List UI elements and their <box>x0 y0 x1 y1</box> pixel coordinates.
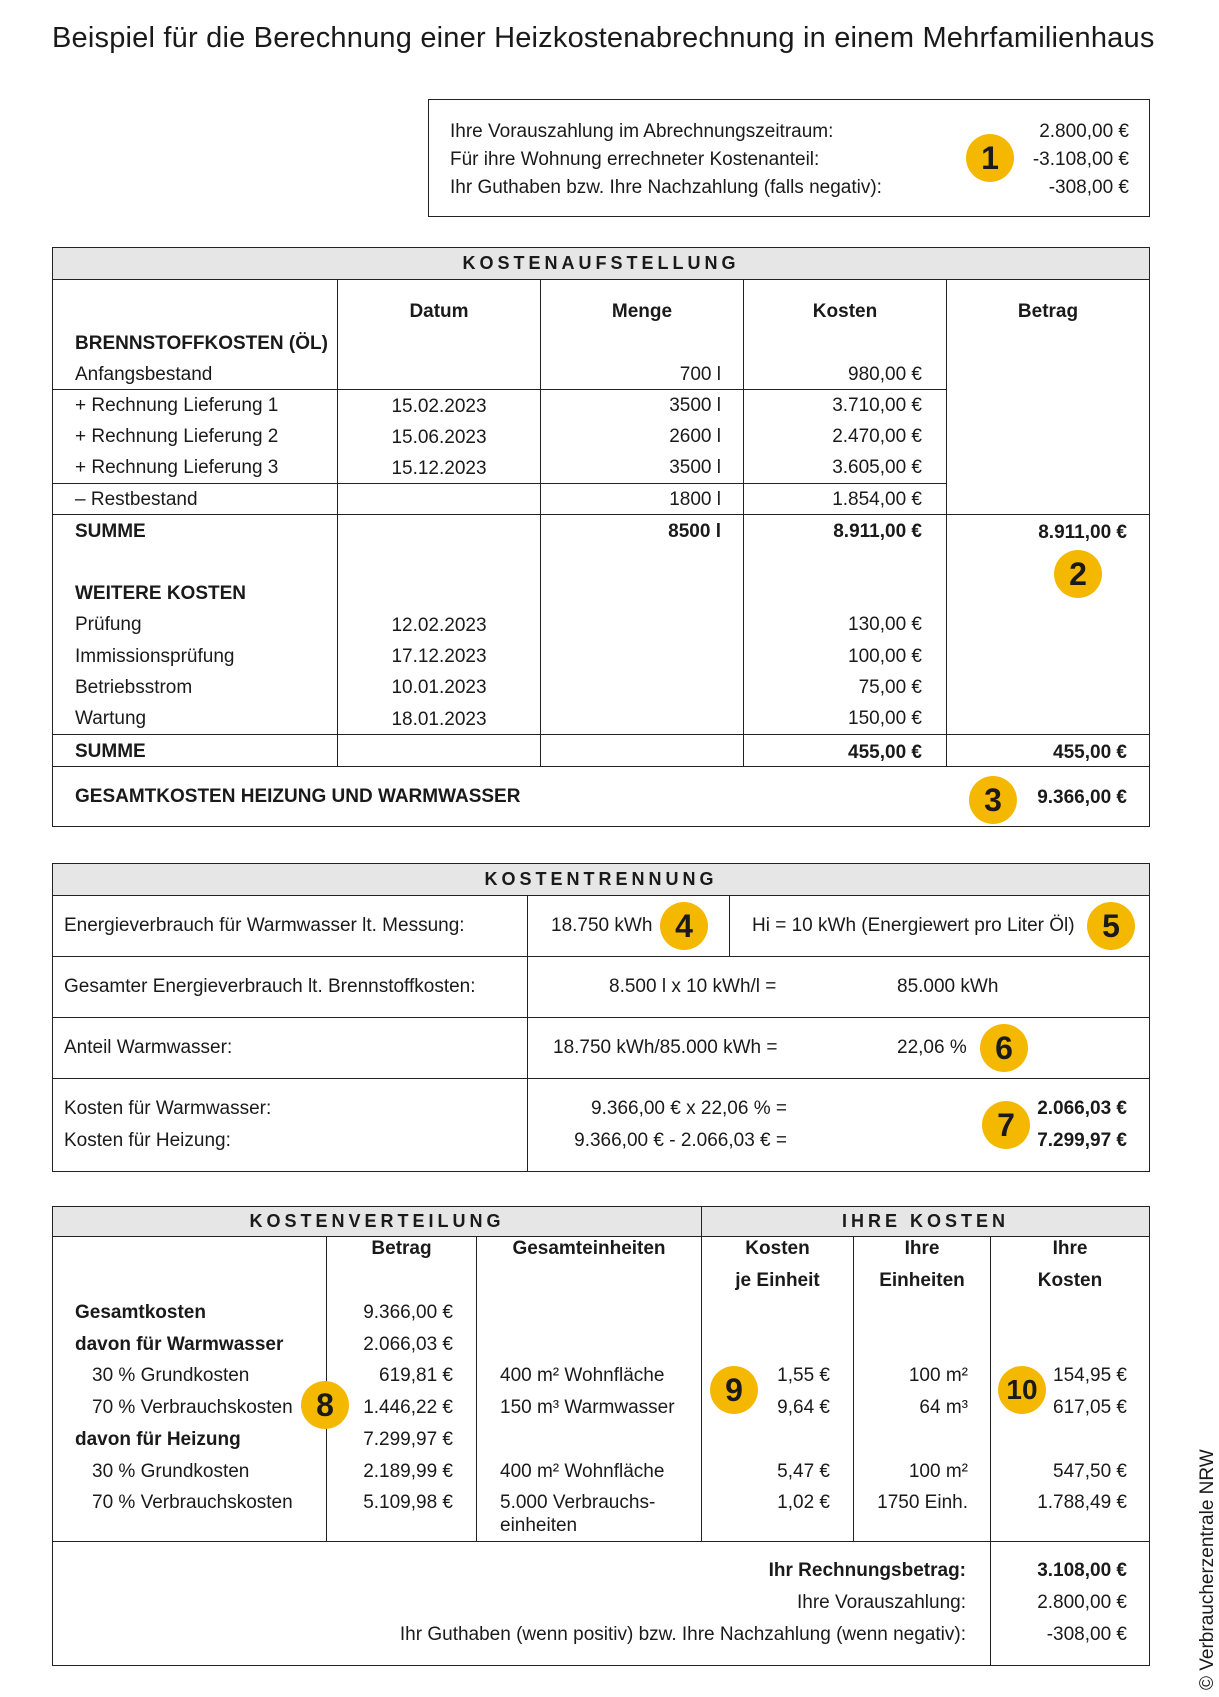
kv-row-label: 30 % Grundkosten <box>92 1365 250 1386</box>
badge-5: 5 <box>1087 902 1135 950</box>
row-menge: 3500 l <box>669 457 721 478</box>
gesamtkosten-value: 9.366,00 € <box>1037 787 1127 808</box>
kv-row-je: 5,47 € <box>777 1461 830 1482</box>
badge-9: 9 <box>710 1366 758 1414</box>
col-kosten: Kosten <box>812 301 878 322</box>
kt-row3-result: 22,06 % <box>897 1037 967 1058</box>
col-menge: Menge <box>611 301 673 322</box>
badge-8: 8 <box>301 1381 349 1429</box>
summary-box <box>428 99 1150 217</box>
kv-total-label-1: Ihr Rechnungsbetrag: <box>768 1560 966 1581</box>
summe2-kosten: 455,00 € <box>848 742 922 763</box>
row-kosten: 150,00 € <box>848 708 922 729</box>
kv-row-label: davon für Heizung <box>75 1429 241 1450</box>
kv-row-ihre-einh: 64 m³ <box>919 1397 968 1418</box>
row-datum: 10.01.2023 <box>391 677 487 698</box>
summe1-betrag: 8.911,00 € <box>1038 522 1127 543</box>
kv-row-je: 1,55 € <box>777 1365 830 1386</box>
summe2-betrag: 455,00 € <box>1053 742 1127 763</box>
row-datum: 18.01.2023 <box>391 709 487 730</box>
kv-row-ihre-einh: 100 m² <box>908 1461 968 1482</box>
kv-total-value-2: 2.800,00 € <box>1037 1592 1127 1613</box>
gesamtkosten-label: GESAMTKOSTEN HEIZUNG UND WARMWASSER <box>75 786 521 807</box>
row-menge: 2600 l <box>669 426 721 447</box>
kv-row-betrag: 5.109,98 € <box>363 1492 453 1513</box>
page-title: Beispiel für die Berechnung einer Heizkostenabrechnung in einem Mehrfamilienhaus <box>52 22 1155 54</box>
summe2-label: SUMME <box>75 741 146 762</box>
kv-row-label: 30 % Grundkosten <box>92 1461 250 1482</box>
copyright: © Verbraucherzentrale NRW <box>1197 1449 1218 1690</box>
kv-col-ihre-kosten-1: Ihre <box>1052 1238 1088 1259</box>
row-label: + Rechnung Lieferung 2 <box>75 426 279 447</box>
kt-row1-hi: Hi = 10 kWh (Energiewert pro Liter Öl) <box>752 915 1075 936</box>
badge-6: 6 <box>980 1024 1028 1072</box>
badge-1: 1 <box>966 134 1014 182</box>
row-datum: 15.12.2023 <box>391 458 487 479</box>
summary-value-2: -3.108,00 € <box>1032 149 1129 170</box>
row-label: Betriebsstrom <box>75 677 193 698</box>
kv-row-betrag: 2.066,03 € <box>363 1334 453 1355</box>
kv-col-kosten-je-2: je Einheit <box>735 1270 820 1291</box>
ihre-kosten-header: IHRE KOSTEN <box>702 1207 1149 1237</box>
row-label: – Restbestand <box>75 489 198 510</box>
kt-row2-label: Gesamter Energieverbrauch lt. Brennstoffkosten: <box>64 976 476 997</box>
summary-label-2: Für ihre Wohnung errechneter Kostenanteil: <box>450 149 820 170</box>
summe1-label: SUMME <box>75 521 146 542</box>
kv-row-je: 1,02 € <box>777 1492 830 1513</box>
badge-4: 4 <box>660 902 708 950</box>
row-menge: 700 l <box>679 364 721 385</box>
kt-row3-label: Anteil Warmwasser: <box>64 1037 233 1058</box>
kv-col-ihre-einheiten-1: Ihre <box>904 1238 940 1259</box>
kostenaufstellung-header: KOSTENAUFSTELLUNG <box>53 248 1149 280</box>
summe1-kosten: 8.911,00 € <box>833 521 922 542</box>
col-betrag: Betrag <box>1017 301 1079 322</box>
row-kosten: 100,00 € <box>848 646 922 667</box>
kv-row-ihre-einh: 100 m² <box>908 1365 968 1386</box>
summary-label-3: Ihr Guthaben bzw. Ihre Nachzahlung (falls negativ): <box>450 177 882 198</box>
kv-row-label: 70 % Verbrauchskosten <box>92 1492 293 1513</box>
kt-row4-label-2: Kosten für Heizung: <box>64 1130 231 1151</box>
kv-col-ihre-kosten-2: Kosten <box>1037 1270 1103 1291</box>
kv-row-einheiten-2: einheiten <box>500 1515 578 1536</box>
kt-row4-formula-1: 9.366,00 € x 22,06 % = <box>591 1098 787 1119</box>
kv-row-ihre-kosten: 154,95 € <box>1053 1365 1127 1386</box>
row-datum: 15.02.2023 <box>391 396 487 417</box>
kv-col-betrag: Betrag <box>371 1238 432 1259</box>
kv-row-label: 70 % Verbrauchskosten <box>92 1397 293 1418</box>
row-kosten: 2.470,00 € <box>832 426 922 447</box>
row-kosten: 3.710,00 € <box>832 395 922 416</box>
kv-total-label-2: Ihre Vorauszahlung: <box>796 1592 966 1613</box>
row-label: + Rechnung Lieferung 1 <box>75 395 279 416</box>
row-menge: 1800 l <box>669 489 721 510</box>
summe1-menge: 8500 l <box>668 521 721 542</box>
kv-row-betrag: 1.446,22 € <box>363 1397 453 1418</box>
summary-value-3: -308,00 € <box>1048 177 1129 198</box>
row-datum: 15.06.2023 <box>391 427 487 448</box>
brennstoff-heading: BRENNSTOFFKOSTEN (ÖL) <box>75 333 328 354</box>
row-menge: 3500 l <box>669 395 721 416</box>
kt-row4-result-2: 7.299,97 € <box>1037 1130 1127 1151</box>
kv-row-betrag: 2.189,99 € <box>363 1461 453 1482</box>
kt-row4-label-1: Kosten für Warmwasser: <box>64 1098 272 1119</box>
kv-row-einheiten: 150 m³ Warmwasser <box>500 1397 675 1418</box>
kt-row1-value: 18.750 kWh <box>551 915 653 936</box>
kt-row2-formula: 8.500 l x 10 kWh/l = <box>609 976 777 997</box>
row-label: Immissionsprüfung <box>75 646 235 667</box>
summary-label-1: Ihre Vorauszahlung im Abrechnungszeitraum: <box>450 121 834 142</box>
row-datum: 12.02.2023 <box>391 615 487 636</box>
row-label: Wartung <box>75 708 147 729</box>
kv-row-je: 9,64 € <box>777 1397 830 1418</box>
kt-row2-result: 85.000 kWh <box>897 976 999 997</box>
kv-row-betrag: 619,81 € <box>379 1365 453 1386</box>
kt-row4-formula-2: 9.366,00 € - 2.066,03 € = <box>574 1130 787 1151</box>
kv-row-label: Gesamtkosten <box>75 1302 206 1323</box>
kv-col-gesamteinheiten: Gesamteinheiten <box>512 1238 666 1259</box>
badge-10: 10 <box>998 1366 1046 1414</box>
row-label: + Rechnung Lieferung 3 <box>75 457 279 478</box>
kv-row-einheiten: 5.000 Verbrauchs- <box>500 1492 656 1513</box>
kt-row1-label: Energieverbrauch für Warmwasser lt. Messung: <box>64 915 465 936</box>
badge-2: 2 <box>1054 550 1102 598</box>
badge-7: 7 <box>982 1101 1030 1149</box>
badge-3: 3 <box>969 776 1017 824</box>
kv-col-ihre-einheiten-2: Einheiten <box>879 1270 965 1291</box>
kt-row4-result-1: 2.066,03 € <box>1037 1098 1127 1119</box>
kostenverteilung-header: KOSTENVERTEILUNG <box>53 1207 701 1237</box>
row-kosten: 130,00 € <box>848 614 922 635</box>
col-datum: Datum <box>409 301 469 322</box>
kv-col-kosten-je-1: Kosten <box>745 1238 810 1259</box>
row-label: Anfangsbestand <box>75 364 213 385</box>
row-datum: 17.12.2023 <box>391 646 487 667</box>
kv-row-einheiten: 400 m² Wohnfläche <box>500 1461 665 1482</box>
kv-total-value-3: -308,00 € <box>1046 1624 1127 1645</box>
kv-total-value-1: 3.108,00 € <box>1037 1560 1127 1581</box>
kv-row-betrag: 9.366,00 € <box>363 1302 453 1323</box>
summary-value-1: 2.800,00 € <box>1039 121 1129 142</box>
row-kosten: 75,00 € <box>858 677 922 698</box>
row-kosten: 1.854,00 € <box>832 489 922 510</box>
kv-row-einheiten: 400 m² Wohnfläche <box>500 1365 665 1386</box>
row-kosten: 3.605,00 € <box>832 457 922 478</box>
kv-row-betrag: 7.299,97 € <box>363 1429 453 1450</box>
kostentrennung-header: KOSTENTRENNUNG <box>53 864 1149 896</box>
kv-row-label: davon für Warmwasser <box>75 1334 284 1355</box>
kv-row-ihre-kosten: 1.788,49 € <box>1037 1492 1127 1513</box>
row-kosten: 980,00 € <box>848 364 922 385</box>
kv-row-ihre-kosten: 617,05 € <box>1053 1397 1127 1418</box>
kv-row-ihre-einh: 1750 Einh. <box>877 1492 968 1513</box>
weitere-heading: WEITERE KOSTEN <box>75 583 247 604</box>
kv-total-label-3: Ihr Guthaben (wenn positiv) bzw. Ihre Nachzahlung (wenn negativ): <box>399 1624 966 1645</box>
row-label: Prüfung <box>75 614 142 635</box>
kt-row3-formula: 18.750 kWh/85.000 kWh = <box>553 1037 778 1058</box>
kv-row-ihre-kosten: 547,50 € <box>1053 1461 1127 1482</box>
